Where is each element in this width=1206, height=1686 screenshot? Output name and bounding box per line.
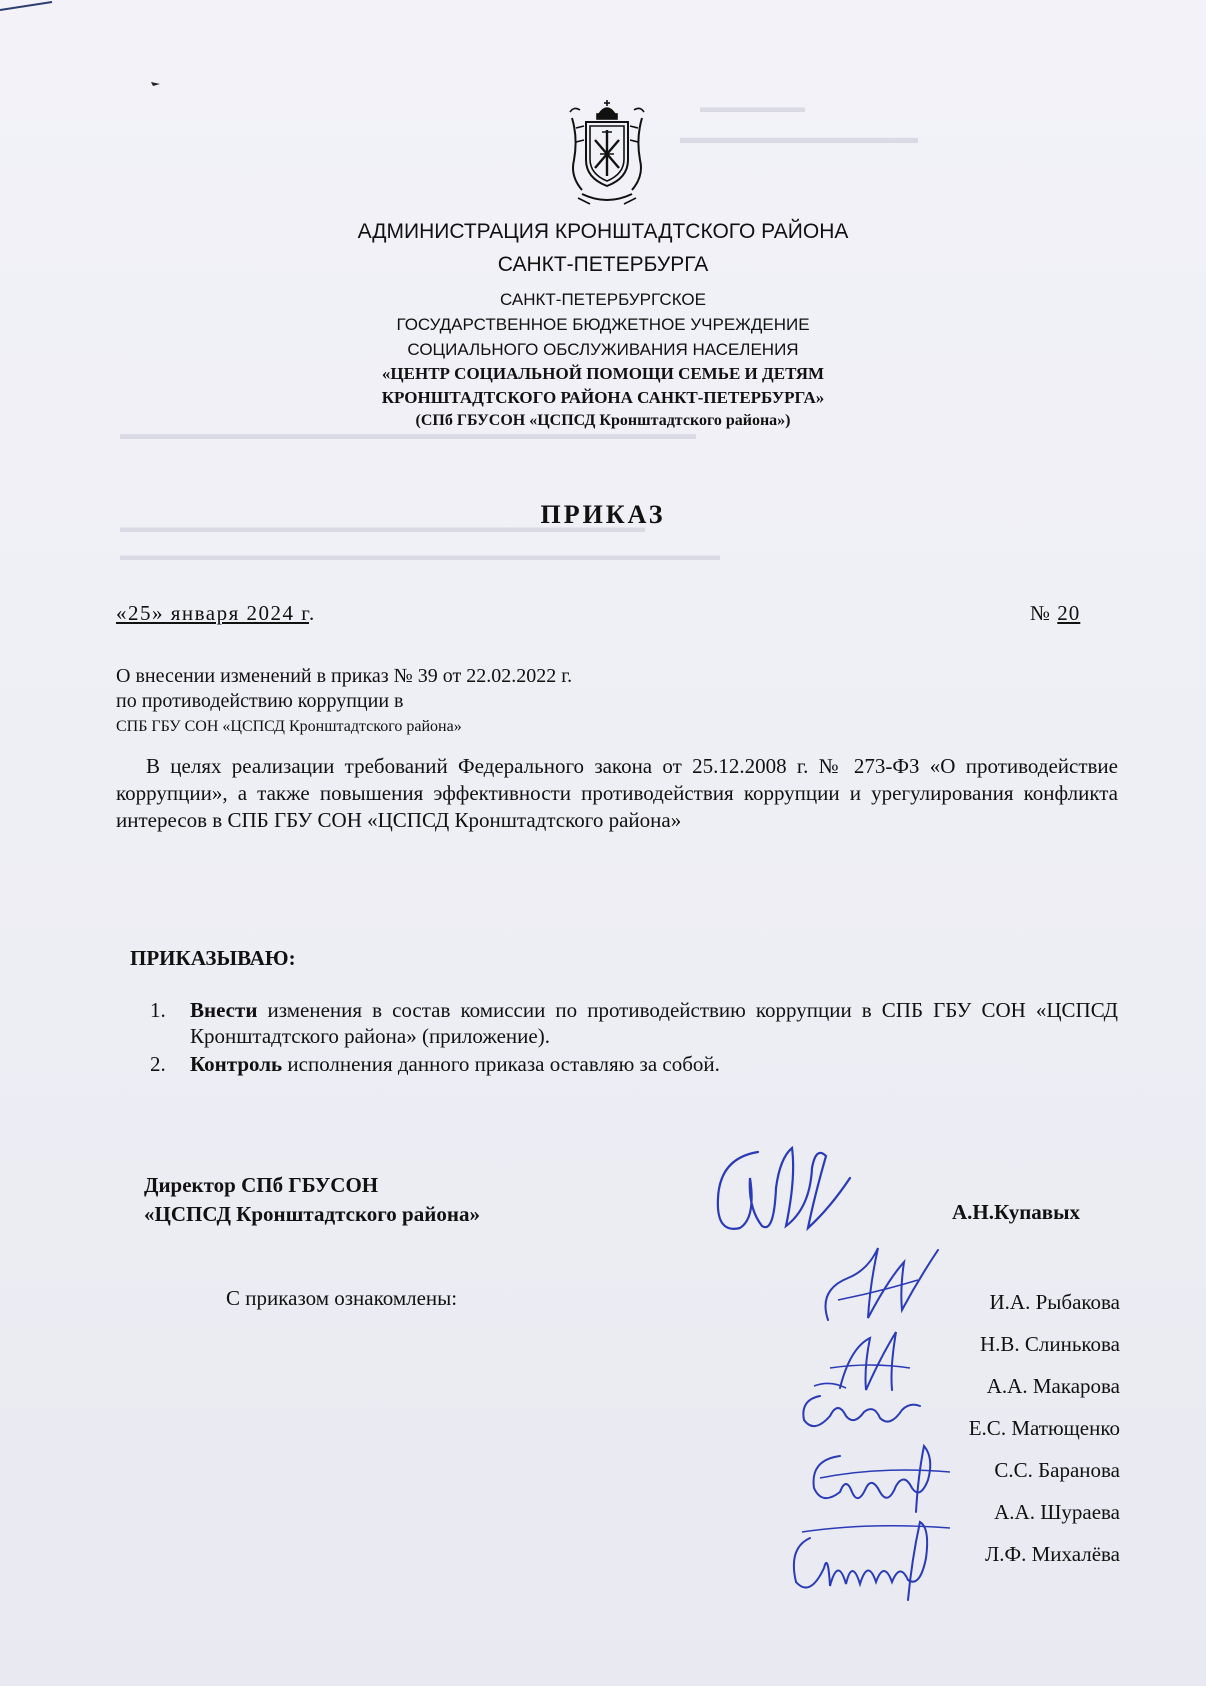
item-keyword: Контроль xyxy=(190,1052,283,1076)
date-suffix: . xyxy=(309,601,316,625)
institution-full-name: КРОНШТАДТСКОГО РАЙОНА САНКТ-ПЕТЕРБУРГА» xyxy=(381,388,825,407)
bleed-through: ▬▬▬▬▬▬▬▬▬▬▬▬▬▬▬▬▬▬▬▬▬▬▬▬▬▬▬▬▬▬▬▬▬▬▬▬▬▬▬▬ xyxy=(120,548,720,564)
subject-line: О внесении изменений в приказ № 39 от 22.02.2022 г. xyxy=(116,665,573,687)
staff-signature xyxy=(808,1240,948,1335)
institution-line: СОЦИАЛЬНОГО ОБСЛУЖИВАНИЯ НАСЕЛЕНИЯ xyxy=(407,340,799,359)
order-item xyxy=(150,997,1118,1049)
authority-name: АДМИНИСТРАЦИЯ КРОНШТАДТСКОГО РАЙОНА xyxy=(357,220,849,243)
staff-signature xyxy=(800,1436,960,1516)
institution-line: САНКТ-ПЕТЕРБУРГСКОЕ xyxy=(500,290,706,309)
acquainted-person: Н.В. Слинькова xyxy=(979,1332,1120,1356)
city-name: САНКТ-ПЕТЕРБУРГА xyxy=(497,253,709,276)
staff-signature xyxy=(820,1318,920,1398)
subject-line: по противодействию коррупции в xyxy=(116,690,404,712)
item-text xyxy=(190,997,1118,1049)
bleed-through: ▬▬▬▬▬▬▬▬▬▬▬▬▬▬▬▬▬▬▬▬▬▬▬▬▬▬▬▬▬▬▬▬▬▬▬ xyxy=(120,520,645,536)
director-title-line: «ЦСПСД Кронштадтского района» xyxy=(144,1202,480,1226)
item-body: исполнения данного приказа оставляю за собой. xyxy=(282,1052,720,1076)
director-title xyxy=(144,1171,480,1229)
acquainted-person: Л.Ф. Михалёва xyxy=(985,1542,1120,1566)
director-name: А.Н.Купавых xyxy=(952,1200,1081,1224)
director-signature xyxy=(700,1138,870,1248)
institution-full-name: «ЦЕНТР СОЦИАЛЬНОЙ ПОМОЩИ СЕМЬЕ И ДЕТЯМ xyxy=(381,364,825,383)
staff-signature xyxy=(790,1376,930,1436)
item-keyword: Внести xyxy=(190,998,258,1022)
number-prefix: № xyxy=(1030,601,1052,625)
acquainted-person: С.С. Баранова xyxy=(994,1458,1120,1482)
item-number: 2. xyxy=(150,1052,166,1076)
acquainted-label: С приказом ознакомлены: xyxy=(226,1286,458,1310)
acquainted-person: А.А. Шураева xyxy=(994,1500,1120,1524)
preamble-paragraph: В целях реализации требований Федерального закона от 25.12.2008 г. № 273-ФЗ «О противодействие коррупции», а также повышения эффективности противодействия коррупции и урегулирования конфликта интересов в СПБ ГБУ СОН «ЦСПСД Кронштадтского района» xyxy=(116,754,1118,832)
order-heading: ПРИКАЗЫВАЮ: xyxy=(130,946,296,970)
document-date xyxy=(116,601,316,626)
number-value: 20 xyxy=(1057,601,1081,625)
director-title-line: Директор СПб ГБУСОН xyxy=(144,1173,379,1197)
acquainted-person: И.А. Рыбакова xyxy=(989,1290,1120,1314)
item-number: 1. xyxy=(150,998,166,1022)
acquainted-person: А.А. Макарова xyxy=(986,1374,1120,1398)
item-body: изменения в состав комиссии по противодействию коррупции в СПБ ГБУ СОН «ЦСПСД Кронштадтского района» (приложение). xyxy=(190,998,1118,1048)
document-title: ПРИКАЗ xyxy=(540,500,666,529)
order-items xyxy=(150,997,1118,1079)
coat-of-arms-icon xyxy=(564,98,650,210)
subject-line: СПБ ГБУ СОН «ЦСПСД Кронштадтского района» xyxy=(116,718,462,735)
date-value: «25» января 2024 г xyxy=(116,601,310,625)
bleed-through: ▬▬▬▬▬▬▬▬▬▬▬▬▬▬▬▬▬▬▬▬▬▬▬▬▬▬▬▬▬▬▬▬▬▬▬▬ xyxy=(120,426,696,443)
bleed-through: ▬▬▬▬▬▬▬ xyxy=(700,100,805,116)
staff-signature xyxy=(780,1508,960,1604)
order-item xyxy=(150,1051,1118,1077)
acquainted-person: Е.С. Матющенко xyxy=(968,1416,1120,1440)
bleed-through: ▬▬▬▬▬▬▬▬▬▬▬▬▬▬ xyxy=(680,128,918,147)
document-subject xyxy=(116,664,572,739)
scan-dot xyxy=(150,80,162,88)
item-text xyxy=(190,1051,1118,1077)
scan-corner-mark xyxy=(0,0,60,20)
document-number xyxy=(1030,601,1080,626)
institution-short-name: (СПб ГБУСОН «ЦСПСД Кронштадтского района») xyxy=(415,412,791,429)
institution-line: ГОСУДАРСТВЕННОЕ БЮДЖЕТНОЕ УЧРЕЖДЕНИЕ xyxy=(396,315,810,334)
acquainted-list xyxy=(969,1281,1120,1575)
